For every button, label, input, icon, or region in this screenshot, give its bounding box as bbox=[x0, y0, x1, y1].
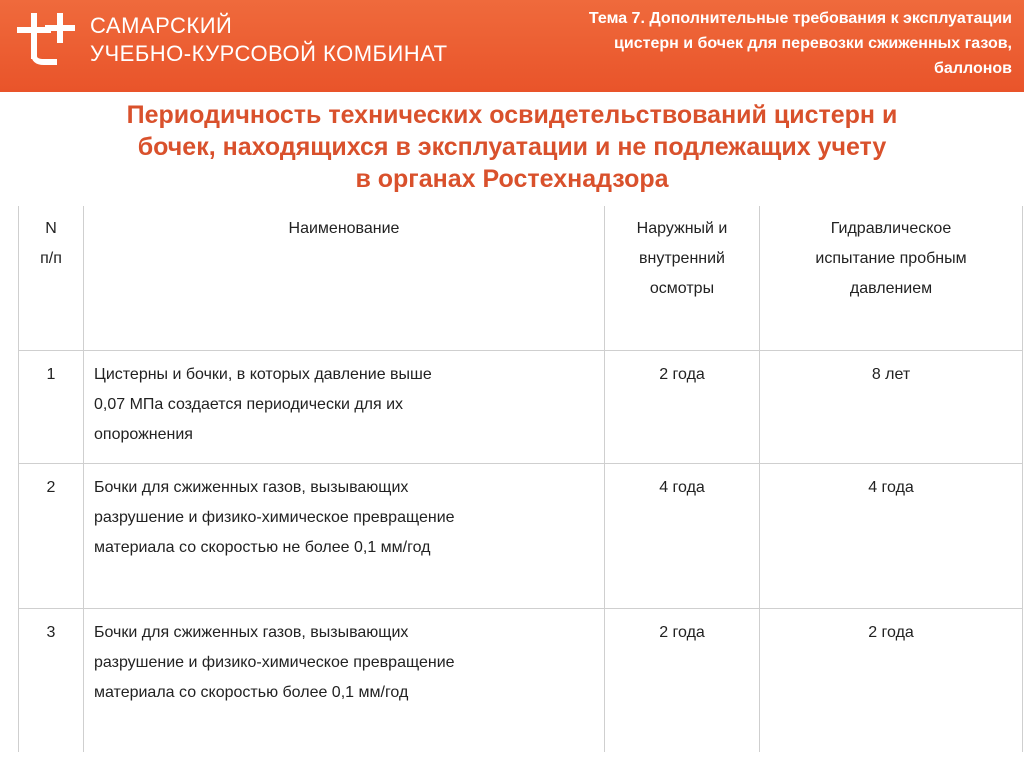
topic-line-1: Тема 7. Дополнительные требования к эксплуатации bbox=[588, 10, 1012, 27]
row-hydro: 8 лет bbox=[760, 351, 1023, 464]
header-hydro-line-3: давлением bbox=[849, 280, 933, 297]
row-name-line: 0,07 МПа создается периодически для их bbox=[94, 396, 404, 413]
row-num: 3 bbox=[19, 609, 84, 753]
header-inspection-line-3: осмотры bbox=[649, 280, 715, 297]
row-name-line: Бочки для сжиженных газов, вызывающих bbox=[94, 624, 409, 641]
row-hydro: 4 года bbox=[760, 464, 1023, 609]
header-num-line-1: N bbox=[45, 220, 57, 237]
row-name-line: материала со скоростью не более 0,1 мм/год bbox=[94, 539, 431, 556]
header-inspection bbox=[605, 206, 760, 351]
header-inspection-line-1: Наружный и bbox=[636, 220, 728, 237]
table-row bbox=[19, 351, 1023, 464]
row-name bbox=[84, 464, 605, 609]
topic-line-2: цистерн и бочек для перевозки сжиженных газов, bbox=[614, 35, 1012, 52]
row-num: 2 bbox=[19, 464, 84, 609]
header-num bbox=[19, 206, 84, 351]
inspection-table bbox=[18, 206, 1023, 752]
title-line-3: в органах Ростехнадзора bbox=[355, 165, 669, 193]
table-row bbox=[19, 609, 1023, 753]
cross-logo-icon bbox=[14, 10, 78, 66]
row-name-line: опорожнения bbox=[94, 426, 193, 443]
row-name bbox=[84, 351, 605, 464]
header-hydro-line-2: испытание пробным bbox=[815, 250, 967, 267]
header-banner bbox=[0, 0, 1024, 92]
row-hydro: 2 года bbox=[760, 609, 1023, 753]
header-num-line-2: п/п bbox=[40, 250, 62, 267]
header-hydro-line-1: Гидравлическое bbox=[830, 220, 952, 237]
row-name-line: Цистерны и бочки, в которых давление выше bbox=[94, 366, 432, 383]
logo-line-1: САМАРСКИЙ bbox=[90, 13, 233, 38]
header-hydro bbox=[760, 206, 1023, 351]
row-num: 1 bbox=[19, 351, 84, 464]
header-inspection-line-2: внутренний bbox=[638, 250, 725, 267]
row-name-line: разрушение и физико-химическое превращение bbox=[94, 509, 455, 526]
row-name-line: разрушение и физико-химическое превращение bbox=[94, 654, 455, 671]
logo-text bbox=[90, 12, 448, 68]
table-header-row bbox=[19, 206, 1023, 351]
header-name-label: Наименование bbox=[288, 220, 400, 237]
row-inspection: 2 года bbox=[605, 351, 760, 464]
row-name bbox=[84, 609, 605, 753]
row-name-line: материала со скоростью более 0,1 мм/год bbox=[94, 684, 409, 701]
logo-line-2: УЧЕБНО-КУРСОВОЙ КОМБИНАТ bbox=[90, 41, 448, 66]
row-name-line: Бочки для сжиженных газов, вызывающих bbox=[94, 479, 409, 496]
title-line-2: бочек, находящихся в эксплуатации и не подлежащих учету bbox=[137, 133, 887, 161]
row-inspection: 2 года bbox=[605, 609, 760, 753]
slide-title bbox=[30, 99, 994, 195]
topic-heading bbox=[492, 6, 1012, 81]
row-inspection: 4 года bbox=[605, 464, 760, 609]
title-line-1: Периодичность технических освидетельствований цистерн и bbox=[126, 101, 898, 129]
header-name bbox=[84, 206, 605, 351]
table-row bbox=[19, 464, 1023, 609]
topic-line-3: баллонов bbox=[934, 60, 1012, 77]
